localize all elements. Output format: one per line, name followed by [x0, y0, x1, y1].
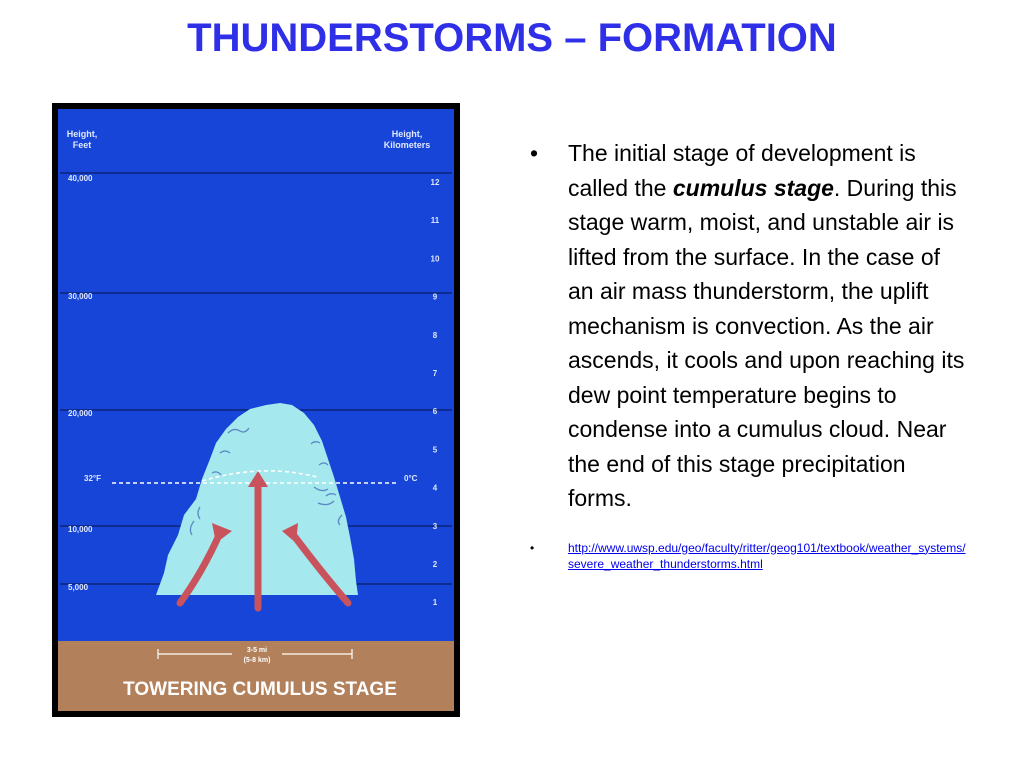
right-axis-label-2: Kilometers: [383, 140, 431, 150]
km-tick-label: 2: [432, 560, 438, 569]
km-tick-label: 7: [432, 369, 438, 378]
right-axis-label: Height,: [391, 129, 423, 139]
width-label: 3-5 mi: [246, 647, 268, 654]
cumulus-stage-diagram: [52, 103, 460, 717]
left-axis-label: Height,: [66, 129, 98, 139]
freezing-label-c: 0°C: [404, 474, 418, 483]
bullet-marker: •: [530, 140, 539, 166]
bullet-marker-2: •: [530, 540, 535, 555]
km-tick-label: 10: [430, 254, 440, 264]
km-tick-label: 4: [432, 483, 438, 493]
km-tick-label: 12: [430, 178, 440, 187]
feet-tick-label: 40,000: [68, 174, 93, 183]
km-tick-label: 6: [432, 407, 438, 417]
feet-tick-label: 20,000: [68, 409, 93, 418]
source-link[interactable]: http://www.uwsp.edu/geo/faculty/ritter/geog101/textbook/weather_systems/severe_weather_thunderstorms.html: [568, 540, 966, 571]
bullet-list: [530, 136, 970, 572]
bullet-emphasis: cumulus stage: [672, 174, 834, 201]
km-tick-label: 5: [432, 445, 438, 455]
diagram-caption: TOWERING CUMULUS STAGE: [123, 679, 397, 700]
width-label-km: (5-8 km): [243, 657, 271, 664]
feet-tick-label: 5,000: [68, 583, 89, 592]
km-tick-label: 3: [432, 521, 438, 531]
bullet-text-part2: . During this stage warm, moist, and unstable air is lifted from the surface. In the case of an air mass thunderstorm, the uplift mechanism is convection. As the air ascends, it cools and upon reaching its dew point temperature begins to condense into a cumulus cloud. Near the end of this stage precipitation forms.: [568, 174, 965, 511]
km-tick-label: 9: [432, 292, 438, 302]
km-tick-label: 1: [432, 598, 438, 608]
bullet-source-link: [530, 540, 970, 572]
slide-title: THUNDERSTORMS – FORMATION: [187, 16, 837, 60]
km-tick-label: 11: [430, 216, 440, 226]
bullet-cumulus-stage: [530, 136, 970, 516]
km-tick-label: 8: [432, 330, 438, 340]
feet-tick-label: 30,000: [68, 292, 93, 301]
left-axis-label-2: Feet: [72, 140, 92, 150]
bullet-text-part1: The initial stage of development is called the: [568, 140, 916, 201]
freezing-label-f: 32°F: [84, 474, 101, 483]
feet-tick-label: 10,000: [68, 525, 93, 534]
